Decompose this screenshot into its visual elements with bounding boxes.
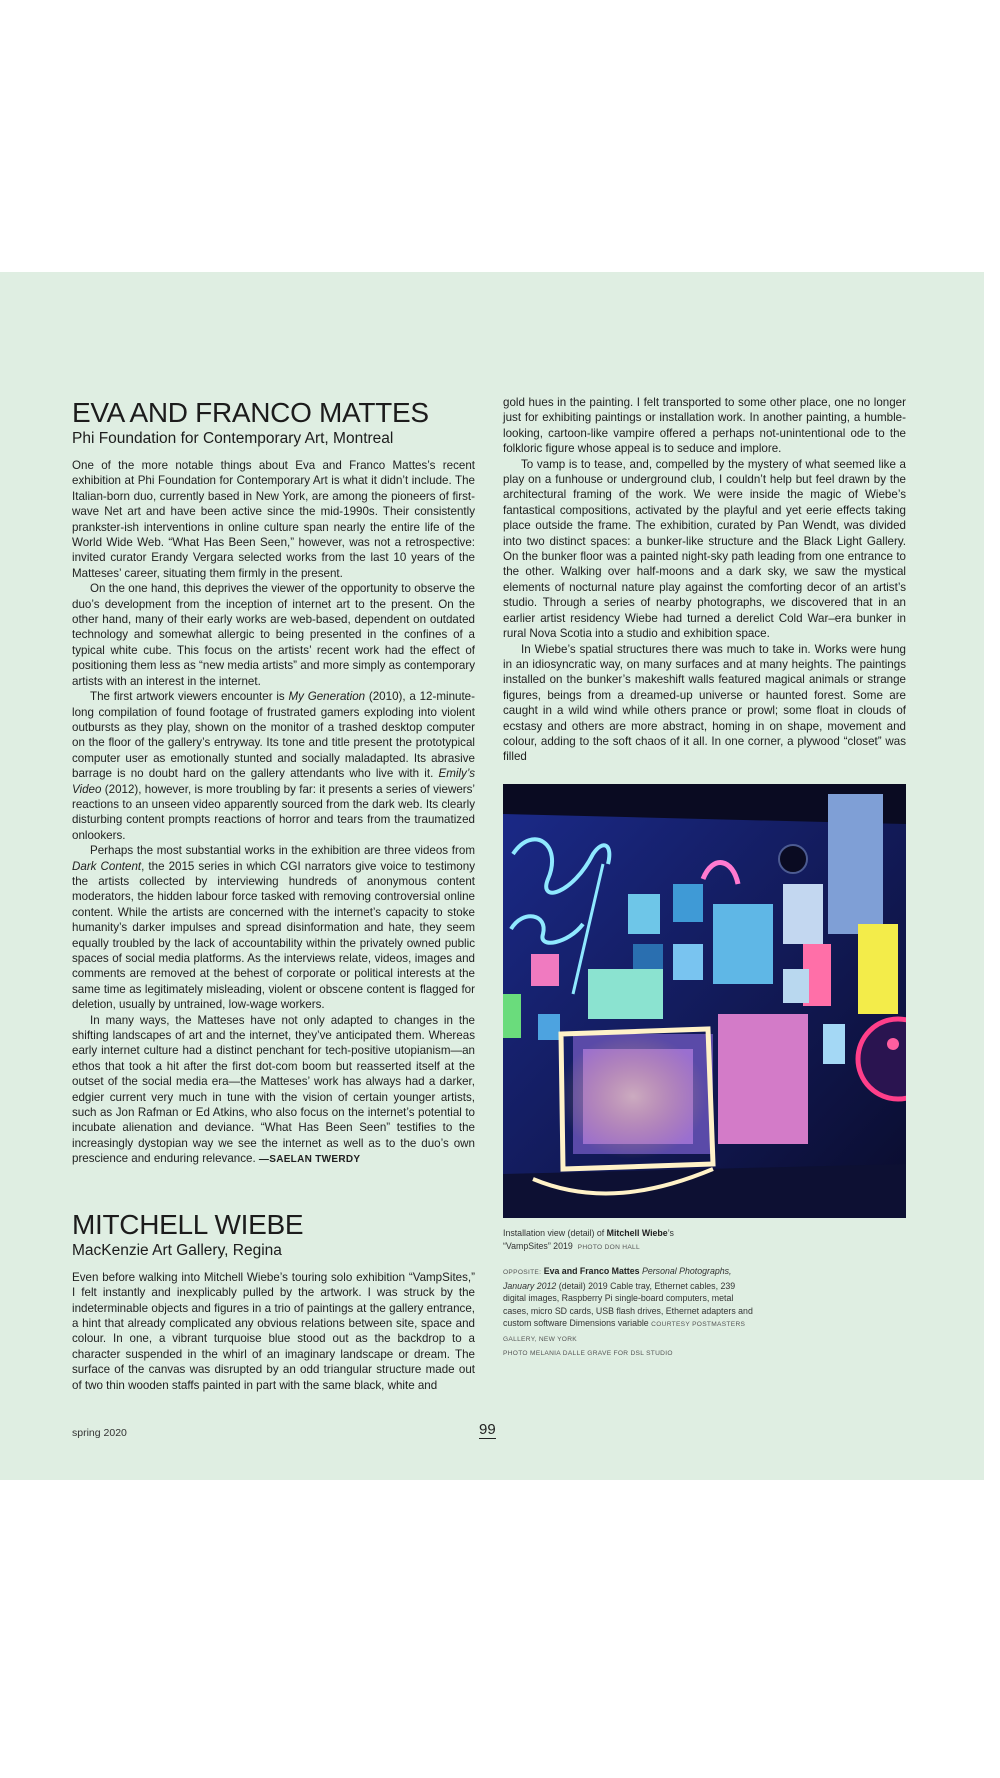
- paragraph: In many ways, the Matteses have not only adapted to changes in the shifting landscapes of art and the internet, they’ve anticipated them. Whereas early internet culture had a distinct penchant for tech-positive utopianism—an ethos that took a hit after the first dot-com boom but reasserted itself at the outset of the social media era—the Matteses’ work has always had a darker, edgier current very much in tune with the vision of certain younger artists, such as Jon Rafman or Ed Atkins, who also focus on the internet’s potential to incubate alienation and deviance. “What Has Been Seen” testifies to the increasingly dystopian way we see the internet as well as to the duo’s own prescience and enduring relevance. —SAELAN TWERDY: [72, 1013, 475, 1166]
- caption-artist: Eva and Franco Mattes: [543, 1266, 640, 1276]
- credit: COURTESY POSTMASTERS GALLERY, NEW YORK: [503, 1321, 746, 1343]
- page-number: 99: [479, 1421, 496, 1438]
- photo-credit: PHOTO DON HALL: [577, 1243, 640, 1251]
- opposite-caption: OPPOSITE: Eva and Franco Mattes Personal Photographs, January 2012 (detail) 2019 Cable tray, Ethernet cables, 239 digital images, Raspberry Pi single-board computers, metal cases, micro SD cards, USB flash drives, Ethernet adapters and custom software Dimensions variable COURTESY POSTMASTERS GALLERY, NEW YORK PHOTO MELANIA DALLE GRAVE FOR DSL STUDIO: [503, 1266, 753, 1357]
- installation-photo-art: [503, 784, 906, 1218]
- magazine-page: [0, 272, 984, 1480]
- left-column: [72, 398, 475, 1393]
- work-title: Dark Content: [72, 859, 142, 873]
- paragraph: On the one hand, this deprives the viewer of the opportunity to observe the duo’s development from the inception of internet art to the present. On the other hand, many of their early works are web-based, dependent on outdated technology and somewhat allergic to being presented in the confines of a typical white cube. This focus on the artists’ recent work had the effect of positioning them less as “new media artists” and more simply as contemporary artists with an interest in the internet.: [72, 582, 475, 688]
- credit: PHOTO MELANIA DALLE GRAVE FOR DSL STUDIO: [503, 1350, 673, 1357]
- review-title-mattes: EVA AND FRANCO MATTES: [72, 397, 429, 428]
- review-venue-mattes: Phi Foundation for Contemporary Art, Montreal: [72, 430, 394, 447]
- caption-work-title: Personal Photographs, January 2012: [503, 1266, 732, 1291]
- installation-photo: [503, 784, 906, 1218]
- review-body-mattes: [72, 458, 475, 1168]
- paragraph: gold hues in the painting. I felt transported to some other place, one no longer just for exhibiting paintings or installation work. In another painting, a humble-looking, cartoon-like vampire offered a perhaps not-unintentional ode to the folkloric figure whose appeal is to seduce and implore.: [503, 396, 906, 456]
- issue-label: spring 2020: [72, 1427, 127, 1439]
- paragraph: One of the more notable things about Eva and Franco Mattes’s recent exhibition at Phi Foundation for Contemporary Art is what it didn’t include. The Italian-born duo, currently based in New York, are among the pioneers of first-wave Net art and have been active since the mid-1990s. Their consistently prankster-ish interventions in online culture span nearly the entire life of the World Wide Web. “What Has Been Seen,” however, was not a retrospective: invited curator Erandy Vergara selected works from the last 10 years of the Matteses’ career, situating them firmly in the present.: [72, 459, 475, 580]
- review-title-wiebe: MITCHELL WIEBE: [72, 1208, 304, 1240]
- right-column: [503, 395, 906, 765]
- review-body-wiebe-continued: [503, 395, 906, 765]
- paragraph: Even before walking into Mitchell Wiebe’s touring solo exhibition “VampSites,” I felt instantly and inexplicably pulled by the artwork. I was struck by the indeterminable objects and figures in a trio of paintings at the gallery entrance, a hint that already complicated any obvious relations between site, space and colour. In one, a vibrant turquoise blue stood out as the backdrop to a character suspended in the whirl of an imaginary landscape or dream. The surface of the canvas was disrupted by an odd triangular structure made out of two thin wooden staffs painted in part with the same black, white and: [72, 1270, 475, 1392]
- byline: —SAELAN TWERDY: [258, 1154, 361, 1166]
- caption-artist: Mitchell Wiebe: [606, 1228, 668, 1238]
- review-body-wiebe: [72, 1270, 475, 1393]
- work-title: Emily’s Video: [72, 767, 475, 796]
- caption-line: “VampSites” 2019 PHOTO DON HALL: [503, 1240, 640, 1251]
- paragraph: To vamp is to tease, and, compelled by the mystery of what seemed like a play on a funhouse or underground club, I couldn’t help but feel drawn by the architectural framing of the work. We were inside the magic of Wiebe’s fantastical compositions, activated by the playful and yet eerie effects taking place outside the frame. The exhibition, curated by Pan Wendt, was divided into two distinct spaces: a bunker-like structure and the Black Light Gallery. On the bunker floor was a painted night-sky path leading from one entrance to the other. Walking over half-moons and a dark sky, we saw the mystical elements of nocturnal nature play against the comforting decor of an artist’s studio. Through a series of nearby photographs, we discovered that in an earlier artist residency Wiebe had turned a derelict Cold War–era bunker in rural Nova Scotia into a studio and exhibition space.: [503, 457, 906, 641]
- work-title: My Generation: [288, 690, 366, 704]
- photo-caption: [503, 1227, 753, 1361]
- paragraph: The first artwork viewers encounter is My Generation (2010), a 12-minute-long compilation of found footage of frustrated gamers exploding into violent outbursts as they play, shown on the monitor of a trashed desktop computer on the floor of the gallery’s entryway. Its tone and title present the prototypical computer user as emotionally stunted and socially maladapted. Its abrasive barrage is no doubt hard on the gallery attendants who live with it. Emily’s Video (2012), however, is more troubling by far: it presents a series of viewers’ reactions to an unseen video apparently sourced from the dark web. Its clearly disturbing content prompts reactions of horror and tears from the traumatized onlookers.: [72, 690, 475, 842]
- review-wiebe: [72, 1210, 475, 1393]
- caption-line: Installation view (detail) of Mitchell Wiebe’s: [503, 1228, 674, 1238]
- paragraph: Perhaps the most substantial works in the exhibition are three videos from Dark Content, the 2015 series in which CGI narrators give voice to testimony the artists collected by interviewing hundreds of anonymous content moderators, the hidden labour force tasked with removing controversial online content. While the artists are concerned with the internet’s capacity to stoke humanity’s darker impulses and spread disinformation and hate, they seem equally troubled by the lack of accountability within the privately owned public spaces of social media platforms. As the interviews relate, videos, images and comments are removed at the behest of corporate or political interests at the same time as legitimately misleading, violent or obscene content is flagged for deletion, usually by untrained, low-wage workers.: [72, 844, 475, 1012]
- review-venue-wiebe: MacKenzie Art Gallery, Regina: [72, 1241, 282, 1259]
- paragraph: In Wiebe’s spatial structures there was much to take in. Works were hung in an idiosyncratic way, on many surfaces and at many heights. The paintings installed on the bunker’s makeshift walls featured magical animals or strange figures, beings from a dreamed-up universe or haunted forest. Some are caught in a wild wind while others prance or prowl; some float in clouds of ecstasy and others are more abstract, homing in on shape, movement and colour, adding to the soft chaos of it all. In one corner, a plywood “closet” was filled: [503, 642, 906, 764]
